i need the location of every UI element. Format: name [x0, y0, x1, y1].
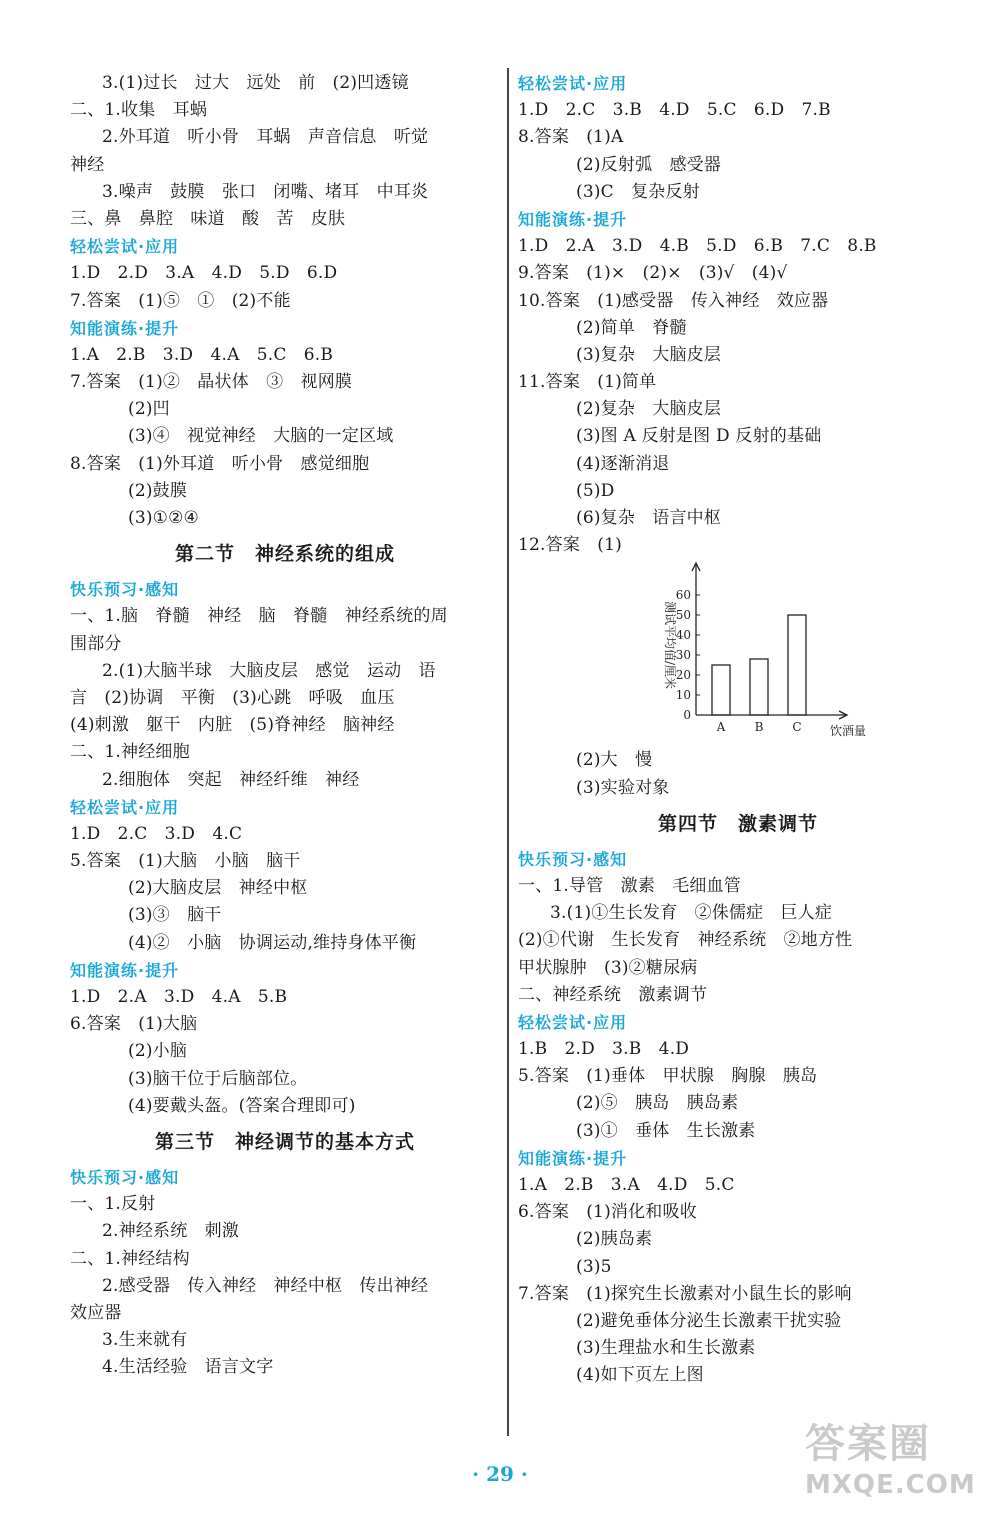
y-tick-label: 0: [683, 708, 691, 723]
answer-line: 7.答案 (1)探究生长激素对小鼠生长的影响: [518, 1283, 852, 1304]
answer-line: 1.D 2.D 3.A 4.D 5.D 6.D: [70, 263, 338, 284]
answer-line: (3)①②④: [128, 508, 200, 528]
answer-line: 3.(1)①生长发育 ②侏儒症 巨人症: [550, 903, 833, 924]
watermark-bottom-text: MXQE.COM: [805, 1470, 976, 1500]
answer-line: (2)小脑: [128, 1041, 188, 1062]
answer-line: 4.生活经验 语言文字: [102, 1357, 274, 1378]
answer-line: 8.答案 (1)A: [518, 127, 624, 148]
answer-line: 3.生来就有: [102, 1330, 188, 1351]
bar-b: [750, 659, 768, 715]
column-divider: [507, 68, 509, 1436]
right-column-part-b: [518, 747, 958, 1389]
chapter-title: 第二节 神经系统的组成: [174, 543, 395, 566]
answer-line: (2)胰岛素: [576, 1229, 653, 1250]
page-number: · 29 ·: [472, 1462, 528, 1486]
answer-line: (2)鼓膜: [128, 480, 188, 501]
answer-line: 11.答案 (1)简单: [518, 372, 657, 393]
answer-line: 一、1.导管 激素 毛细血管: [518, 875, 742, 896]
y-tick-label: 20: [675, 668, 691, 683]
answer-line: 1.D 2.A 3.D 4.A 5.B: [70, 987, 288, 1007]
answer-line: (3)③ 脑干: [128, 905, 222, 926]
answer-line: (4)② 小脑 协调运动,维持身体平衡: [128, 932, 417, 953]
answer-line: 3.(1)过长 过大 远处 前 (2)凹透镜: [102, 73, 409, 93]
watermark-logo: [805, 1420, 995, 1512]
section-heading: 知能演练·提升: [70, 318, 180, 338]
answer-line: (3)图 A 反射是图 D 反射的基础: [576, 426, 822, 447]
section-heading: 轻松尝试·应用: [518, 1012, 628, 1032]
answer-line: (2)大 慢: [576, 750, 653, 771]
answer-line: 效应器: [70, 1302, 122, 1323]
y-axis-label: 测试平均值/厘米: [663, 601, 677, 690]
bar-chart: [638, 559, 867, 747]
answer-line: 二、1.神经细胞: [70, 742, 190, 763]
answer-line: (4)刺激 躯干 内脏 (5)脊神经 脑神经: [70, 715, 395, 736]
right-column: [518, 70, 958, 1390]
answer-line: 2.细胞体 突起 神经纤维 神经: [102, 769, 360, 790]
answer-line: 9.答案 (1)× (2)× (3)√ (4)√: [518, 263, 788, 284]
x-tick-label: B: [754, 720, 764, 735]
y-tick-label: 40: [675, 628, 691, 643]
answer-line: (3)生理盐水和生长激素: [576, 1338, 756, 1359]
section-heading: 知能演练·提升: [70, 960, 180, 980]
answer-line: 二、1.神经结构: [70, 1248, 190, 1269]
answer-line: (3)5: [576, 1256, 612, 1277]
section-heading: 快乐预习·感知: [70, 1167, 180, 1187]
answer-line: 8.答案 (1)外耳道 听小骨 感觉细胞: [70, 453, 370, 474]
chapter-title: 第四节 激素调节: [657, 812, 818, 835]
answer-line: (2)①代谢 生长发育 神经系统 ②地方性: [518, 930, 853, 951]
x-axis-label: 饮酒量: [829, 724, 867, 739]
answer-line: 二、神经系统 激素调节: [518, 984, 708, 1005]
right-column-part-a: [518, 70, 958, 559]
bar-c: [788, 615, 806, 715]
answer-line: (2)凹: [128, 399, 170, 420]
answer-line: (3)脑干位于后脑部位。: [128, 1068, 308, 1089]
answer-line: (3)实验对象: [576, 777, 670, 798]
left-column: [70, 70, 500, 1381]
answer-line: (3)复杂 大脑皮层: [576, 344, 722, 365]
answer-line: (3)C 复杂反射: [576, 181, 700, 202]
answer-line: 5.答案 (1)大脑 小脑 脑干: [70, 851, 301, 872]
answer-line: 6.答案 (1)大脑: [70, 1014, 198, 1035]
answer-line: (6)复杂 语言中枢: [576, 508, 722, 528]
answer-line: (2)避免垂体分泌生长激素干扰实验: [576, 1310, 842, 1331]
answer-line: (4)如下页左上图: [576, 1365, 704, 1386]
answer-line: 一、1.反射: [70, 1194, 156, 1215]
answer-line: 3.噪声 鼓膜 张口 闭嘴、堵耳 中耳炎: [102, 181, 429, 202]
answer-line: 7.答案 (1)② 晶状体 ③ 视网膜: [70, 372, 353, 393]
section-heading: 轻松尝试·应用: [70, 797, 180, 817]
answer-line: (3)① 垂体 生长激素: [576, 1120, 756, 1141]
answer-line: 围部分: [70, 633, 122, 654]
answer-line: 言 (2)协调 平衡 (3)心跳 呼吸 血压: [70, 687, 395, 708]
answer-line: 6.答案 (1)消化和吸收: [518, 1202, 697, 1223]
answer-line: 2.外耳道 听小骨 耳蜗 声音信息 听觉: [102, 127, 429, 148]
answer-line: 12.答案 (1): [518, 535, 622, 556]
bar-a: [712, 665, 730, 715]
answer-line: 1.D 2.C 3.D 4.C: [70, 823, 243, 844]
section-heading: 知能演练·提升: [518, 1148, 628, 1168]
y-tick-label: 30: [675, 648, 691, 663]
answer-line: 2.神经系统 刺激: [102, 1221, 240, 1242]
section-heading: 快乐预习·感知: [518, 849, 628, 869]
watermark-top-text: 答案圈: [805, 1421, 931, 1467]
answer-line: (2)大脑皮层 神经中枢: [128, 878, 308, 899]
chapter-title: 第三节 神经调节的基本方式: [154, 1130, 415, 1153]
answer-line: (5)D: [576, 480, 615, 501]
section-heading: 知能演练·提升: [518, 209, 628, 229]
answer-line: 2.(1)大脑半球 大脑皮层 感觉 运动 语: [102, 660, 436, 681]
answer-line: 1.A 2.B 3.A 4.D 5.C: [518, 1175, 735, 1195]
answer-line: 甲状腺肿 (3)②糖尿病: [518, 957, 698, 978]
answer-line: 1.B 2.D 3.B 4.D: [518, 1039, 690, 1060]
x-tick-label: A: [716, 720, 726, 735]
answer-line: (2)反射弧 感受器: [576, 154, 722, 175]
answer-line: (4)要戴头盔。(答案合理即可): [128, 1095, 356, 1116]
answer-line: 7.答案 (1)⑤ ① (2)不能: [70, 290, 291, 311]
answer-line: 1.A 2.B 3.D 4.A 5.C 6.B: [70, 344, 334, 365]
answer-line: 1.D 2.C 3.B 4.D 5.C 6.D 7.B: [518, 100, 831, 121]
answer-line: (2)⑤ 胰岛 胰岛素: [576, 1093, 739, 1114]
y-tick-label: 10: [675, 688, 691, 703]
answer-line: 神经: [70, 154, 105, 175]
answer-line: (3)④ 视觉神经 大脑的一定区域: [128, 426, 394, 447]
y-tick-label: 50: [675, 608, 691, 623]
answer-line: 二、1.收集 耳蜗: [70, 100, 208, 121]
section-heading: 快乐预习·感知: [70, 580, 180, 600]
answer-line: 1.D 2.A 3.D 4.B 5.D 6.B 7.C 8.B: [518, 236, 877, 257]
x-tick-label: C: [792, 720, 802, 735]
section-heading: 轻松尝试·应用: [70, 237, 180, 257]
answer-line: 5.答案 (1)垂体 甲状腺 胸腺 胰岛: [518, 1066, 818, 1087]
y-tick-label: 60: [675, 588, 691, 603]
answer-line: (4)逐渐消退: [576, 453, 670, 474]
answer-line: 2.感受器 传入神经 神经中枢 传出神经: [102, 1275, 429, 1296]
answer-line: (2)复杂 大脑皮层: [576, 399, 722, 420]
answer-line: 10.答案 (1)感受器 传入神经 效应器: [518, 290, 829, 311]
answer-line: 三、鼻 鼻腔 味道 酸 苦 皮肤: [70, 208, 346, 229]
answer-line: (2)简单 脊髓: [576, 317, 687, 338]
answer-line: 一、1.脑 脊髓 神经 脑 脊髓 神经系统的周: [70, 606, 448, 627]
section-heading: 轻松尝试·应用: [518, 74, 628, 93]
chart-container: [518, 559, 958, 747]
